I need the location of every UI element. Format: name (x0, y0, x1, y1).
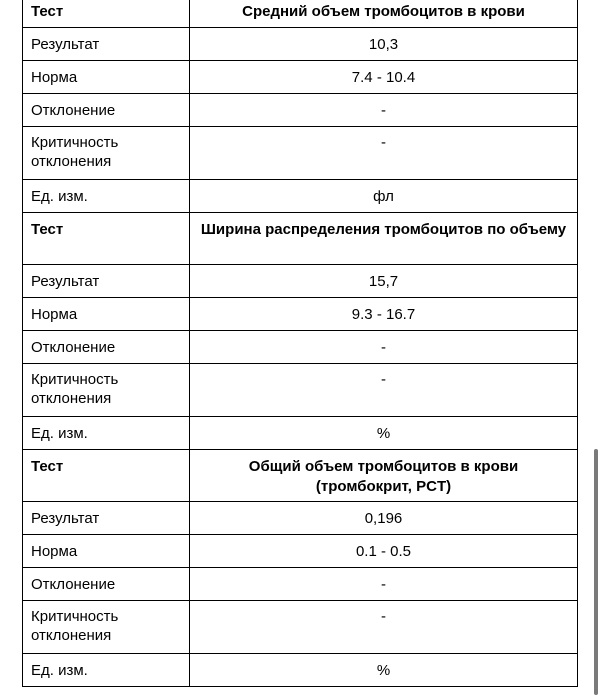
row-label: Норма (23, 298, 190, 331)
deviation-row (23, 568, 578, 601)
row-label: Результат (23, 502, 190, 535)
result-row (23, 28, 578, 61)
row-value: 0,196 (190, 502, 578, 535)
row-value: - (190, 94, 578, 127)
row-value: % (190, 654, 578, 687)
row-value: фл (190, 180, 578, 213)
row-value: % (190, 417, 578, 450)
row-label: Критичность отклонения (23, 127, 190, 180)
row-value: 7.4 - 10.4 (190, 61, 578, 94)
row-label: Ед. изм. (23, 180, 190, 213)
row-value: 9.3 - 16.7 (190, 298, 578, 331)
test-header-row (23, 0, 578, 28)
row-label: Отклонение (23, 331, 190, 364)
row-label: Норма (23, 61, 190, 94)
row-value: - (190, 127, 578, 180)
unit-row (23, 417, 578, 450)
result-row (23, 265, 578, 298)
deviation-row (23, 94, 578, 127)
row-label: Отклонение (23, 94, 190, 127)
result-row (23, 502, 578, 535)
row-label: Ед. изм. (23, 654, 190, 687)
row-label: Ед. изм. (23, 417, 190, 450)
test-header-row (23, 450, 578, 502)
test-name: Общий объем тромбоцитов в крови (тромбокрит, PCT) (190, 450, 578, 502)
results-table-container (22, 0, 577, 687)
row-label: Результат (23, 265, 190, 298)
row-label: Результат (23, 28, 190, 61)
unit-row (23, 654, 578, 687)
test-header-label: Тест (23, 0, 190, 28)
test-name: Ширина распределения тромбоцитов по объему (190, 213, 578, 265)
test-header-label: Тест (23, 450, 190, 502)
row-label: Норма (23, 535, 190, 568)
test-header-label: Тест (23, 213, 190, 265)
row-value: - (190, 601, 578, 654)
vertical-scrollbar[interactable] (594, 449, 598, 695)
row-label: Критичность отклонения (23, 601, 190, 654)
row-value: 0.1 - 0.5 (190, 535, 578, 568)
norm-row (23, 535, 578, 568)
criticality-row (23, 127, 578, 180)
row-value: - (190, 331, 578, 364)
lab-results-table (22, 0, 578, 687)
test-header-row (23, 213, 578, 265)
norm-row (23, 298, 578, 331)
criticality-row (23, 364, 578, 417)
deviation-row (23, 331, 578, 364)
unit-row (23, 180, 578, 213)
row-value: - (190, 364, 578, 417)
criticality-row (23, 601, 578, 654)
row-label: Отклонение (23, 568, 190, 601)
row-value: - (190, 568, 578, 601)
row-label: Критичность отклонения (23, 364, 190, 417)
test-name: Средний объем тромбоцитов в крови (190, 0, 578, 28)
norm-row (23, 61, 578, 94)
row-value: 10,3 (190, 28, 578, 61)
row-value: 15,7 (190, 265, 578, 298)
